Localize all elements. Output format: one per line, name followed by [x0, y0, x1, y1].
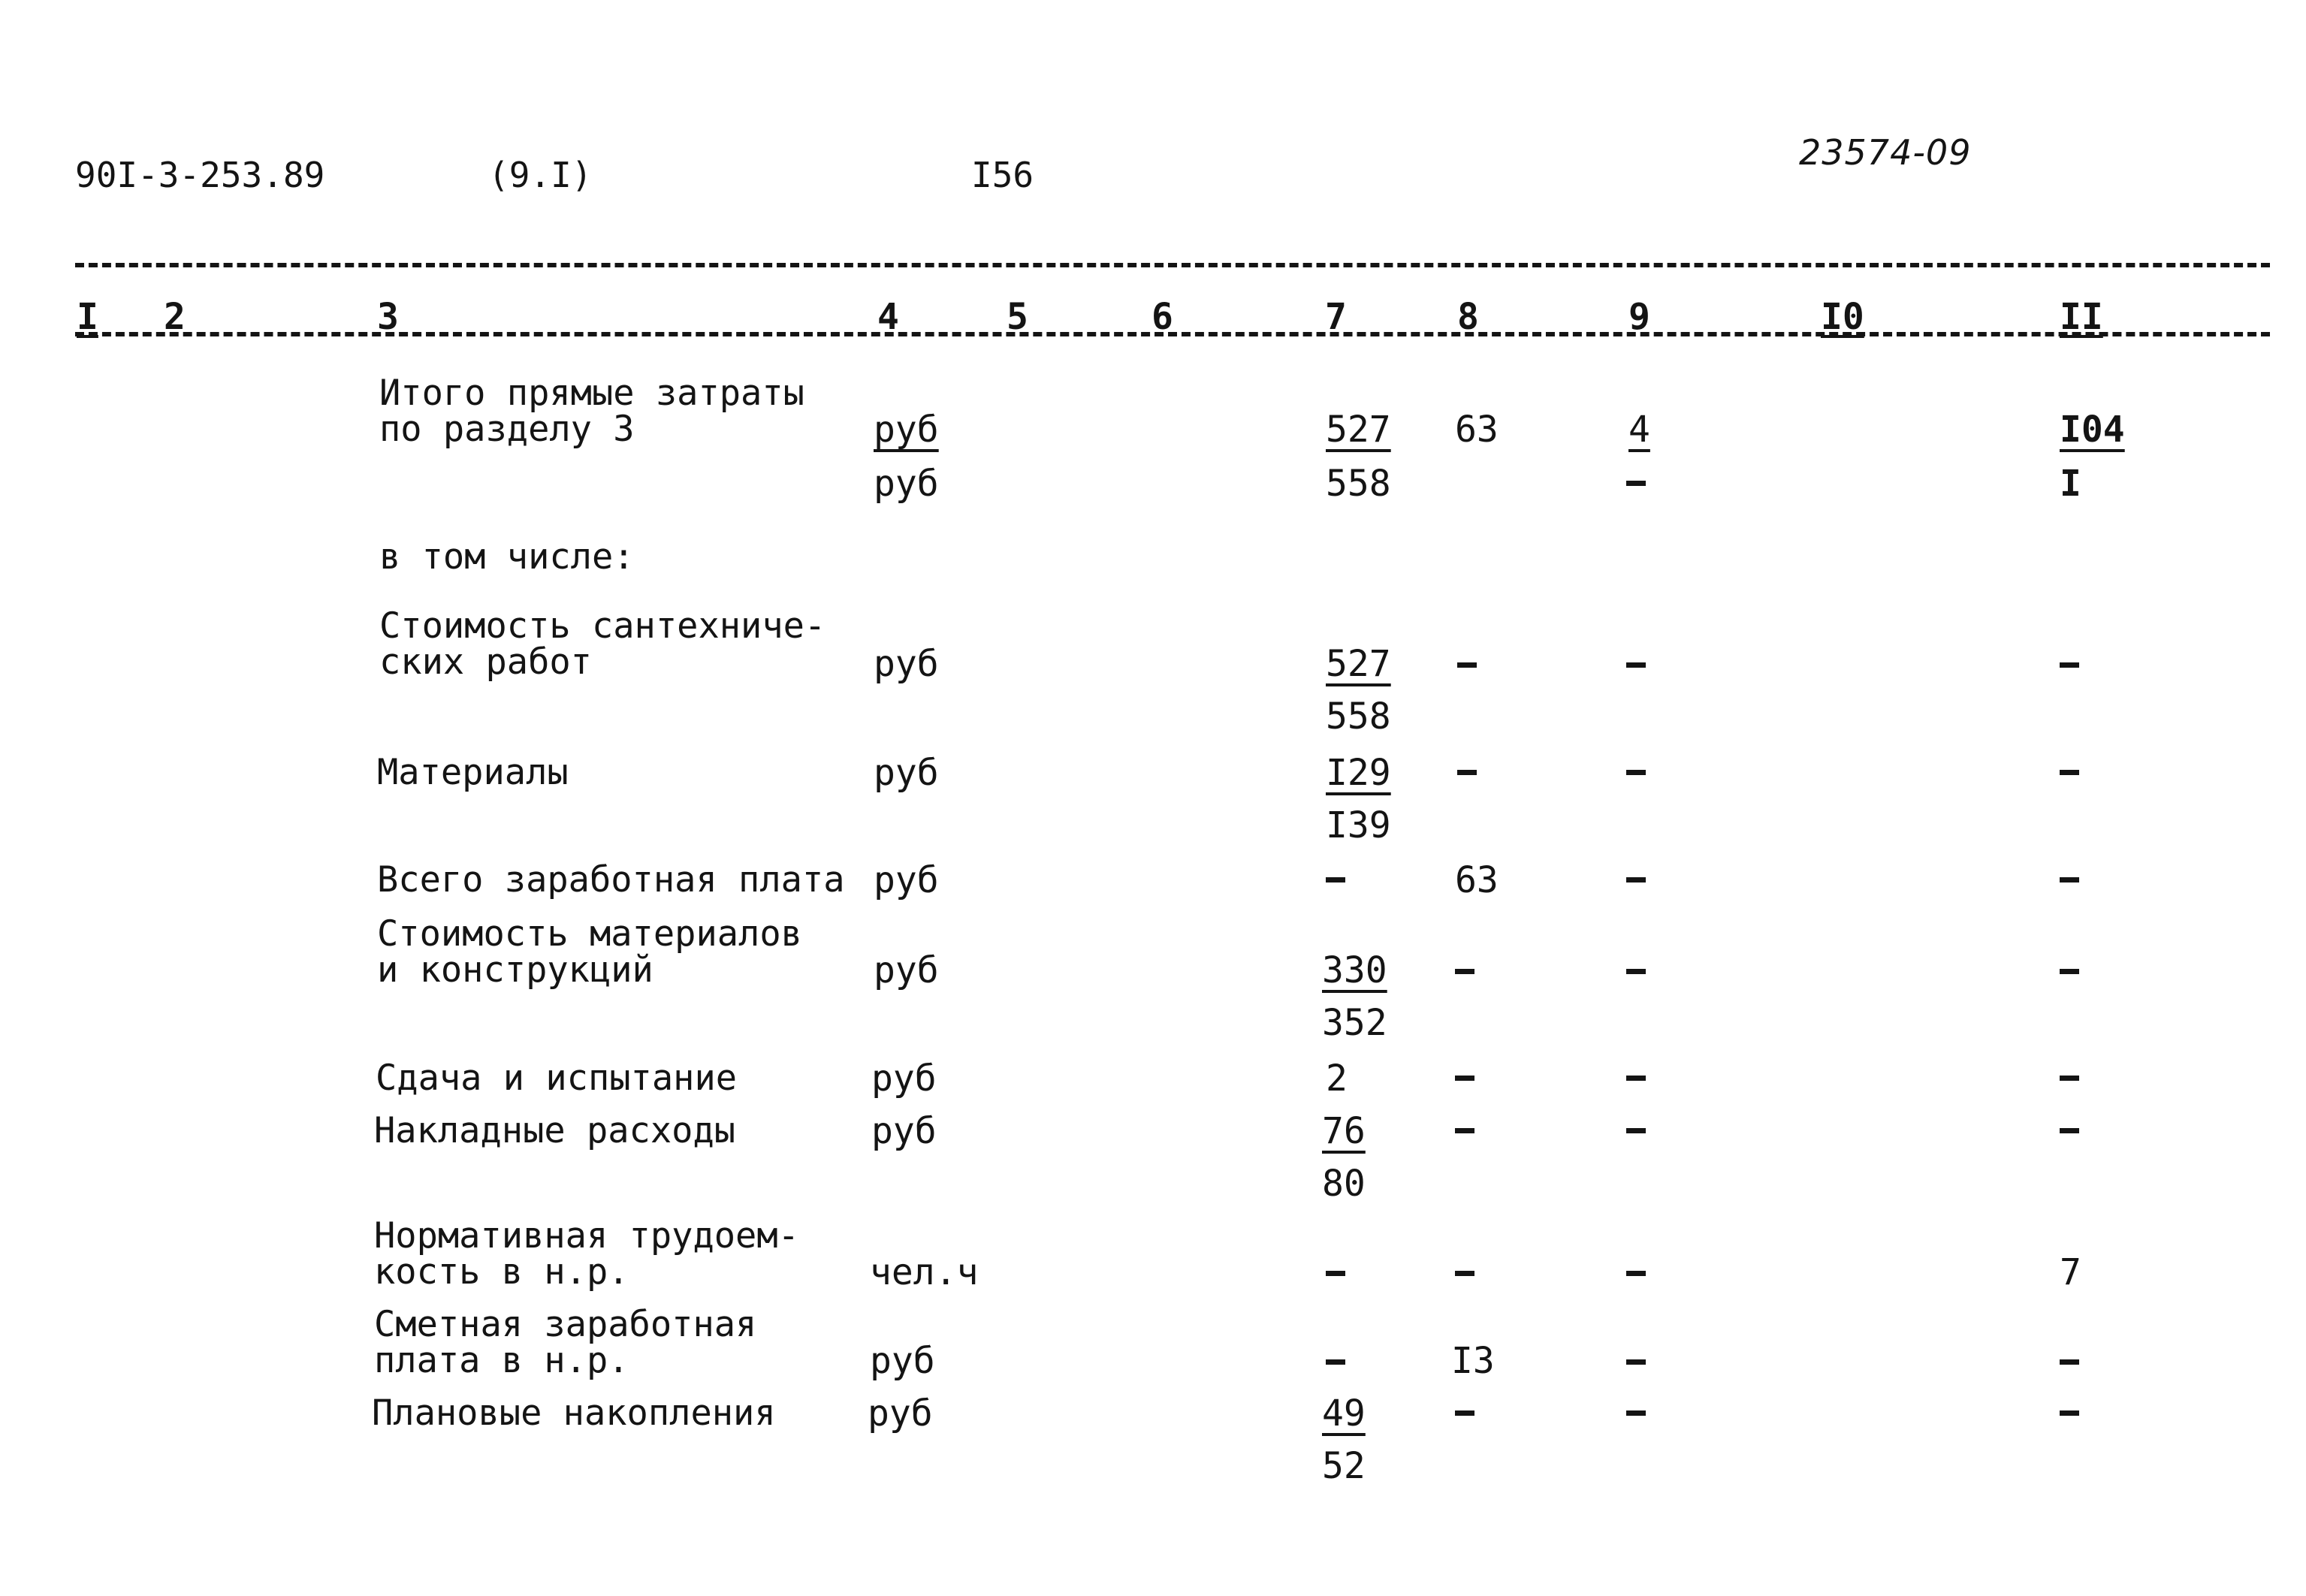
c11-dash-materials — [2060, 770, 2079, 775]
c7-top-total-direct-costs: 527 — [1326, 409, 1391, 451]
c11-dash-overheads — [2060, 1128, 2079, 1133]
c9-dash-normative-labor — [1626, 1271, 1646, 1276]
col-number-8: 8 — [1457, 296, 1479, 338]
row-unit-overheads: руб — [871, 1110, 937, 1152]
row-unit-normative-labor: чел.ч — [870, 1251, 979, 1293]
c11-dash-plumbing-works — [2060, 662, 2079, 668]
c8-total-direct-costs: 63 — [1455, 409, 1499, 451]
c7-dash-estimated-wages — [1326, 1359, 1345, 1365]
col-number-10: I0 — [1821, 296, 1864, 338]
c9-dash-planned-savings — [1626, 1410, 1646, 1416]
col-number-6: 6 — [1151, 296, 1173, 338]
row-unit-total-direct-costs: руб — [874, 409, 939, 451]
row-unit-planned-savings: руб — [868, 1392, 933, 1435]
c9-dash-materials — [1626, 770, 1646, 775]
c7-top-overheads: 76 — [1322, 1110, 1366, 1152]
c8-total-wages: 63 — [1455, 859, 1499, 901]
row-label-total-wages: Всего заработная плата — [377, 859, 845, 901]
row-label-handover-testing: Сдача и испытание — [376, 1057, 738, 1099]
col-number-4: 4 — [877, 296, 899, 338]
row-unit-handover-testing: руб — [871, 1057, 937, 1100]
row-label-estimated-wages: Сметная заработная плата в н.р. — [374, 1304, 757, 1381]
row-label-overheads: Накладные расходы — [374, 1110, 736, 1151]
document-code: 90I-3-253.89 — [75, 155, 325, 195]
c8-dash-normative-labor — [1455, 1271, 1474, 1276]
row-label-materials: Материалы — [377, 752, 569, 793]
c11-dash-estimated-wages — [2060, 1359, 2079, 1365]
c9-dash-overheads — [1626, 1128, 1646, 1133]
col-number-9: 9 — [1628, 296, 1650, 338]
archive-number-handwritten: 23574-09 — [1799, 132, 1972, 173]
c7-bottom-overheads: 80 — [1322, 1163, 1366, 1205]
c7-dash-normative-labor — [1326, 1271, 1345, 1276]
section-number: (9.I) — [488, 155, 593, 195]
c7-bottom-planned-savings: 52 — [1322, 1445, 1366, 1487]
c11-dash-total-wages — [2060, 877, 2079, 882]
c11-dash-materials-and-structures — [2060, 969, 2079, 974]
row-label-materials-and-structures: Стоимость материалов и конструкций — [377, 913, 802, 991]
row-unit-2-total-direct-costs: руб — [874, 463, 939, 505]
c8-dash-plumbing-works — [1457, 662, 1477, 668]
c9-dash-plumbing-works — [1626, 662, 1646, 668]
row-label-total-direct-costs: Итого прямые затраты по разделу 3 — [379, 373, 804, 450]
c11-dash-handover-testing — [2060, 1076, 2079, 1081]
c8-dash-overheads — [1455, 1128, 1474, 1133]
col-number-7: 7 — [1325, 296, 1347, 338]
c7-handover-testing: 2 — [1326, 1057, 1348, 1100]
row-label-planned-savings: Плановые накопления — [372, 1392, 776, 1434]
c11-bottom-total-direct-costs: I — [2060, 463, 2081, 505]
c7-bottom-materials: I39 — [1326, 804, 1391, 846]
c8-estimated-wages: I3 — [1451, 1340, 1495, 1382]
c11-dash-planned-savings — [2060, 1410, 2079, 1416]
dashed-rule-top — [75, 263, 2270, 267]
row-unit-plumbing-works: руб — [874, 643, 939, 685]
c9-top-total-direct-costs: 4 — [1628, 409, 1650, 451]
c9-dash-materials-and-structures — [1626, 969, 1646, 974]
c7-dash-total-wages — [1326, 877, 1345, 882]
c8-dash-handover-testing — [1455, 1076, 1474, 1081]
c7-bottom-materials-and-structures: 352 — [1322, 1002, 1387, 1044]
c7-top-planned-savings: 49 — [1322, 1392, 1366, 1435]
c7-top-plumbing-works: 527 — [1326, 643, 1391, 685]
c9-dash-total-wages — [1626, 877, 1646, 882]
col-number-2: 2 — [164, 296, 186, 338]
col-number-5: 5 — [1007, 296, 1028, 338]
c9-dash-handover-testing — [1626, 1076, 1646, 1081]
c8-dash-planned-savings — [1455, 1410, 1474, 1416]
row-unit-materials-and-structures: руб — [874, 949, 939, 991]
row-unit-total-wages: руб — [874, 859, 939, 901]
row-label-including: в том числе: — [379, 536, 635, 578]
c8-dash-materials — [1457, 770, 1477, 775]
col-number-1: I — [77, 296, 98, 338]
row-unit-materials: руб — [874, 752, 939, 794]
row-label-normative-labor: Нормативная трудоем- кость в н.р. — [374, 1215, 799, 1293]
row-label-plumbing-works: Стоимость сантехниче- ских работ — [379, 605, 826, 683]
c11-top-total-direct-costs: I04 — [2060, 409, 2125, 451]
c7-bottom-plumbing-works: 558 — [1326, 695, 1391, 738]
page-number: I56 — [971, 155, 1034, 195]
c9-dash-estimated-wages — [1626, 1359, 1646, 1365]
col-number-3: 3 — [377, 296, 399, 338]
row-unit-estimated-wages: руб — [870, 1340, 935, 1382]
c8-dash-materials-and-structures — [1455, 969, 1474, 974]
c7-top-materials: I29 — [1326, 752, 1391, 794]
col-number-11: II — [2060, 296, 2103, 338]
c9-bottom-dash-total-direct-costs — [1626, 481, 1646, 486]
c7-top-materials-and-structures: 330 — [1322, 949, 1387, 991]
c11-normative-labor: 7 — [2060, 1251, 2081, 1293]
c7-bottom-total-direct-costs: 558 — [1326, 463, 1391, 505]
